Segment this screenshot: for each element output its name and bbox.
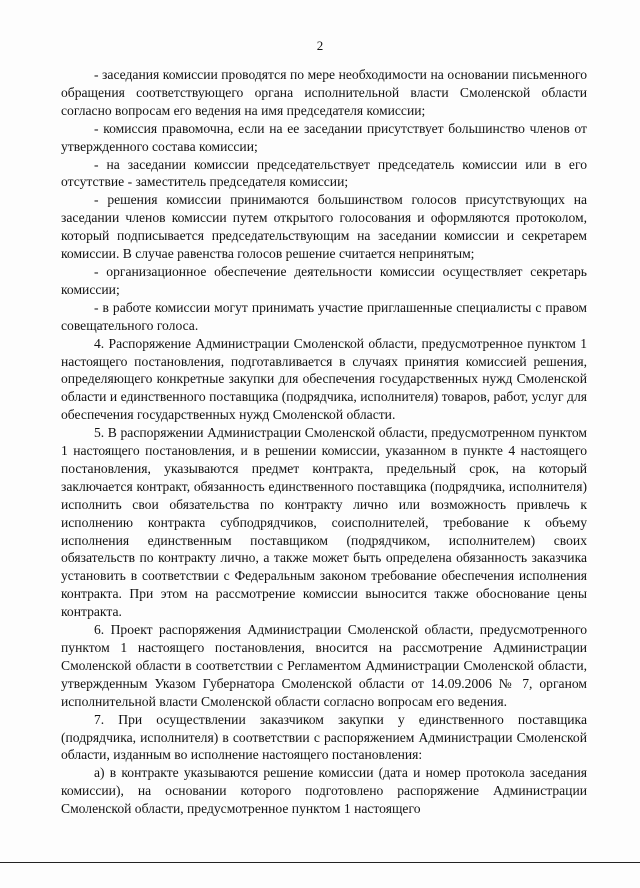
paragraph-item-7: 7. При осуществлении заказчиком закупки у единственного поставщика (подрядчика, исполнителя) в соответствии с распоряжением Администрации Смоленской области, изданным во исполнение настоящего постановления: [61,711,587,763]
bottom-scan-rule [0,862,640,863]
paragraph-item-6: 6. Проект распоряжения Администрации Смоленской области, предусмотренного пунктом 1 настоящего постановления, вносится на рассмотрение Администрации Смоленской области в соответствии с Регламентом Администрации Смоленской области, утвержденным Указом Губернатора Смоленской области от 14.09.2006 № 7, органом исполнительной власти Смоленской области согласно вопросам его ведения. [61,622,587,709]
document-body [61,66,587,818]
paragraph-chair: - на заседании комиссии председательствует председатель комиссии или в его отсутствие - заместитель председателя комиссии; [61,156,587,190]
paragraph-item-4: 4. Распоряжение Администрации Смоленской области, предусмотренное пунктом 1 настоящего постановления, подготавливается в случаях принятия комиссией решения, определяющего конкретные закупки для обеспечения государственных нужд Смоленской области и единственного поставщика (подрядчика, исполнителя) товаров, работ, услуг для обеспечения государственных нужд Смоленской области. [61,335,587,423]
paragraph-secretary: - организационное обеспечение деятельности комиссии осуществляет секретарь комиссии; [61,263,587,297]
paragraph-meetings: - заседания комиссии проводятся по мере необходимости на основании письменного обращения соответствующего органа исполнительной власти Смоленской области согласно вопросам его ведения на имя председателя комиссии; [61,67,587,118]
paragraph-specialists: - в работе комиссии могут принимать участие приглашенные специалисты с правом совещательного голоса. [61,299,587,333]
paragraph-quorum: - комиссия правомочна, если на ее заседании присутствует большинство членов от утвержденного состава комиссии; [61,120,587,154]
page-number: 2 [316,38,324,53]
paragraph-item-7a: а) в контракте указываются решение комиссии (дата и номер протокола заседания комиссии), на основании которого подготовлено распоряжение Администрации Смоленской области, предусмотренное пунктом 1 настоящего [61,765,587,817]
paragraph-decisions: - решения комиссии принимаются большинством голосов присутствующих на заседании членов комиссии путем открытого голосования и оформляются протоколом, который подписывается председательствующим на заседании комиссии и секретарем комиссии. В случае равенства голосов решение считается непринятым; [61,192,587,262]
paragraph-item-5: 5. В распоряжении Администрации Смоленской области, предусмотренном пунктом 1 настоящего постановления, и в решении комиссии, указанном в пункте 4 настоящего постановления, указываются предмет контракта, предельный срок, на который заключается контракт, обязанность единственного поставщика (подрядчика, исполнителя) исполнить свои обязательства по контракту лично или возможность привлечь к исполнению контракта субподрядчиков, соисполнителей, требование к объему исполнения единственным поставщиком (подрядчиком, исполнителем) своих обязательств по контракту лично, а также может быть определена обязанность заказчика установить в соответствии с Федеральным законом требование обеспечения исполнения контракта. При этом на рассмотрение комиссии выносится также обоснование цены контракта. [61,425,587,620]
